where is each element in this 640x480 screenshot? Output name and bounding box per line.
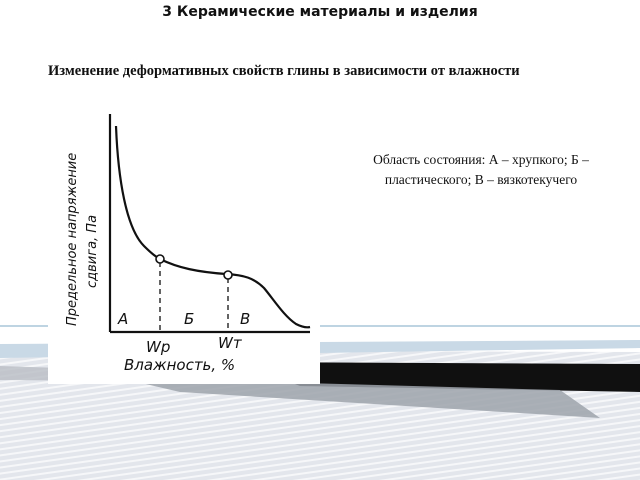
- slide-subtitle: Изменение деформативных свойств глины в зависимости от влажности: [48, 63, 520, 79]
- figure-caption: Область состояния: А – хрупкого; Б – пластического; В – вязкотекучего: [373, 152, 589, 187]
- y-axis-label-line2: сдвига, Па: [85, 214, 100, 288]
- x-axis-label: Влажность, %: [124, 356, 236, 374]
- clay-deformation-figure: [48, 108, 320, 384]
- wp-point: [156, 255, 164, 263]
- y-axis-label-line1: Предельное напряжение: [65, 152, 80, 326]
- region-a-label: А: [118, 310, 129, 328]
- wt-marker-label: Wт: [218, 334, 242, 352]
- deformation-curve: [116, 126, 310, 327]
- wt-point: [224, 271, 232, 279]
- wp-marker-label: Wр: [146, 338, 171, 356]
- slide-title: 3 Керамические материалы и изделия: [162, 4, 478, 20]
- region-b-label: Б: [184, 310, 195, 328]
- region-v-label: В: [240, 310, 251, 328]
